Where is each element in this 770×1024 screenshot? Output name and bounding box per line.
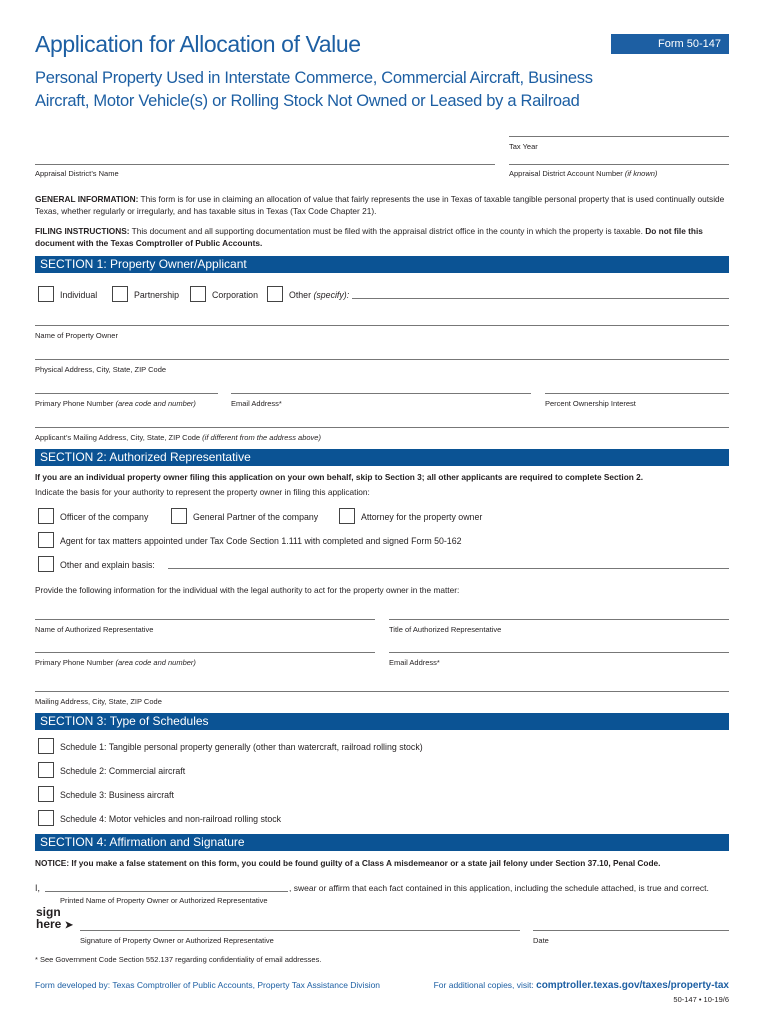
- mailing-address-label: Applicant’s Mailing Address, City, State, ZIP Code (if different from the address above): [35, 433, 321, 442]
- section-2-basis-instruction: Indicate the basis for your authority to represent the property owner in filing this application:: [35, 487, 370, 497]
- other-basis-label: Other and explain basis:: [60, 560, 155, 570]
- tax-year-field[interactable]: [509, 136, 729, 137]
- partnership-label: Partnership: [134, 290, 179, 300]
- individual-checkbox[interactable]: [38, 286, 54, 302]
- form-subtitle: [35, 67, 635, 113]
- rep-phone-label: Primary Phone Number (area code and number): [35, 658, 196, 667]
- date-label: Date: [533, 936, 549, 945]
- form-number-badge: Form 50-147: [611, 34, 729, 54]
- section-2-provide-instruction: Provide the following information for the individual with the legal authority to act for the property owner in the matter:: [35, 585, 460, 595]
- printed-name-field[interactable]: [45, 891, 288, 892]
- date-field[interactable]: [533, 930, 729, 931]
- affirmation-i: I,: [35, 883, 40, 893]
- schedule-3-checkbox[interactable]: [38, 786, 54, 802]
- tax-year-label: Tax Year: [509, 142, 538, 151]
- appraisal-district-name-field[interactable]: [35, 164, 495, 165]
- section-1-header: SECTION 1: Property Owner/Applicant: [35, 256, 729, 273]
- other-basis-field[interactable]: [168, 568, 729, 569]
- corporation-checkbox[interactable]: [190, 286, 206, 302]
- rep-email-field[interactable]: [389, 652, 729, 653]
- partnership-checkbox[interactable]: [112, 286, 128, 302]
- schedule-2-checkbox[interactable]: [38, 762, 54, 778]
- schedule-2-label: Schedule 2: Commercial aircraft: [60, 766, 186, 776]
- rep-mailing-address-label: Mailing Address, City, State, ZIP Code: [35, 697, 162, 706]
- corporation-label: Corporation: [212, 290, 258, 300]
- sign-word: sign: [36, 905, 61, 919]
- here-word: here ➤: [36, 917, 74, 931]
- rep-phone-field[interactable]: [35, 652, 375, 653]
- rep-name-label: Name of Authorized Representative: [35, 625, 154, 634]
- agent-checkbox[interactable]: [38, 532, 54, 548]
- other-label: Other (specify):: [289, 290, 350, 300]
- agent-label: Agent for tax matters appointed under Tax Code Section 1.111 with completed and signed Form 50-162: [60, 536, 462, 546]
- general-partner-checkbox[interactable]: [171, 508, 187, 524]
- mailing-address-field[interactable]: [35, 427, 729, 428]
- property-owner-name-label: Name of Property Owner: [35, 331, 118, 340]
- footer-copies: For additional copies, visit: comptroller.texas.gov/taxes/property-tax: [433, 980, 729, 991]
- section-4-header: SECTION 4: Affirmation and Signature: [35, 834, 729, 851]
- form-title: Application for Allocation of Value: [35, 31, 361, 57]
- ownership-interest-label: Percent Ownership Interest: [545, 399, 636, 408]
- other-specify-field[interactable]: [352, 298, 729, 299]
- sign-here-marker: [36, 906, 73, 932]
- footer-form-code: 50-147 • 10-19/6: [673, 995, 729, 1004]
- account-number-label: Appraisal District Account Number (if known): [509, 169, 658, 178]
- other-basis-checkbox[interactable]: [38, 556, 54, 572]
- signature-field[interactable]: [80, 930, 520, 931]
- attorney-label: Attorney for the property owner: [361, 512, 483, 522]
- appraisal-district-name-label: Appraisal District’s Name: [35, 169, 119, 178]
- printed-name-label: Printed Name of Property Owner or Authorized Representative: [60, 896, 268, 905]
- rep-title-label: Title of Authorized Representative: [389, 625, 502, 634]
- email-footnote: * See Government Code Section 552.137 regarding confidentiality of email addresses.: [35, 955, 322, 964]
- filing-instructions: FILING INSTRUCTIONS: This document and all supporting documentation must be filed with the appraisal district office in the county in which the property is taxable. Do not file this document with the Texas Comptroller of Public Accounts.: [35, 226, 703, 248]
- footer-developed-by: Form developed by: Texas Comptroller of Public Accounts, Property Tax Assistance Division: [35, 980, 381, 990]
- rep-name-field[interactable]: [35, 619, 375, 620]
- schedule-3-label: Schedule 3: Business aircraft: [60, 790, 174, 800]
- officer-label: Officer of the company: [60, 512, 149, 522]
- subtitle-line-2: Aircraft, Motor Vehicle(s) or Rolling Stock Not Owned or Leased by a Railroad: [35, 92, 580, 110]
- rep-title-field[interactable]: [389, 619, 729, 620]
- property-owner-name-field[interactable]: [35, 325, 729, 326]
- schedule-4-label: Schedule 4: Motor vehicles and non-railroad rolling stock: [60, 814, 282, 824]
- comptroller-link[interactable]: comptroller.texas.gov/taxes/property-tax: [536, 980, 729, 991]
- account-number-field[interactable]: [509, 164, 729, 165]
- subtitle-line-1: Personal Property Used in Interstate Commerce, Commercial Aircraft, Business: [35, 69, 593, 87]
- owner-phone-field[interactable]: [35, 393, 218, 394]
- physical-address-label: Physical Address, City, State, ZIP Code: [35, 365, 167, 374]
- arrow-right-icon: ➤: [64, 920, 74, 931]
- other-checkbox[interactable]: [267, 286, 283, 302]
- schedule-1-label: Schedule 1: Tangible personal property generally (other than watercraft, railroad rolling stock): [60, 742, 423, 752]
- signature-label: Signature of Property Owner or Authorized Representative: [80, 936, 274, 945]
- section-3-header: SECTION 3: Type of Schedules: [35, 713, 729, 730]
- affirmation-text: , swear or affirm that each fact contained in this application, including the schedule attached, is true and correct.: [289, 883, 709, 893]
- owner-email-field[interactable]: [231, 393, 531, 394]
- rep-mailing-address-field[interactable]: [35, 691, 729, 692]
- attorney-checkbox[interactable]: [339, 508, 355, 524]
- owner-phone-label: Primary Phone Number (area code and number): [35, 399, 196, 408]
- general-partner-label: General Partner of the company: [193, 512, 319, 522]
- owner-email-label: Email Address*: [231, 399, 282, 408]
- schedule-1-checkbox[interactable]: [38, 738, 54, 754]
- schedule-4-checkbox[interactable]: [38, 810, 54, 826]
- individual-label: Individual: [60, 290, 98, 300]
- false-statement-notice: NOTICE: If you make a false statement on this form, you could be found guilty of a Class A misdemeanor or a state jail felony under Section 37.10, Penal Code.: [35, 858, 661, 868]
- section-2-skip-instruction: If you are an individual property owner filing this application on your own behalf, skip to Section 3; all other applicants are required to complete Section 2.: [35, 472, 644, 482]
- officer-checkbox[interactable]: [38, 508, 54, 524]
- section-2-header: SECTION 2: Authorized Representative: [35, 449, 729, 466]
- rep-email-label: Email Address*: [389, 658, 440, 667]
- ownership-interest-field[interactable]: [545, 393, 729, 394]
- physical-address-field[interactable]: [35, 359, 729, 360]
- general-information: GENERAL INFORMATION: This form is for use in claiming an allocation of value that fairly represents the use in Texas of taxable tangible personal property that is used continually outside Texas, whether regularly or irregularly, and has taxable situs in Texas (Tax Code Chapter 21).: [35, 194, 725, 216]
